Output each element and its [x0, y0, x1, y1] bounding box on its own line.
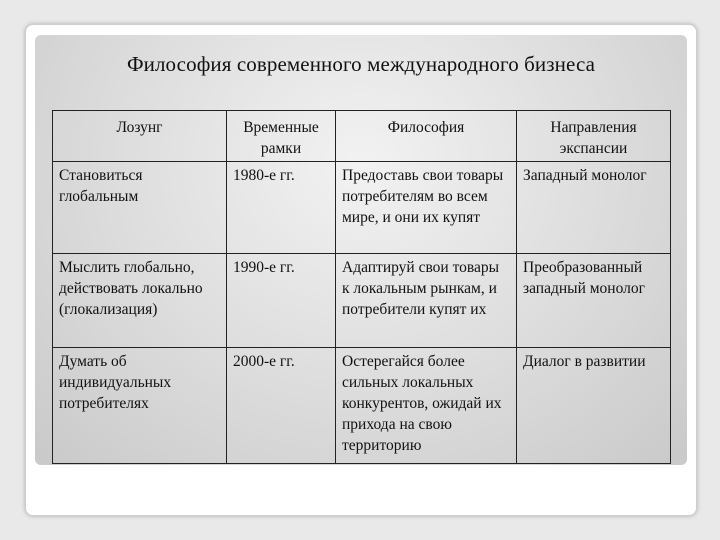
header-slogan: Лозунг	[53, 111, 227, 162]
cell-slogan: Становиться глобальным	[53, 162, 227, 254]
table-row	[53, 254, 671, 348]
table-row	[53, 348, 671, 464]
table-row	[53, 162, 671, 254]
cell-slogan: Думать об индивидуальных потребителях	[53, 348, 227, 464]
cell-direction: Западный монолог	[517, 162, 671, 254]
cell-philosophy: Остерегайся более сильных локальных конкурентов, ожидай их прихода на свою территорию	[336, 348, 517, 464]
cell-period: 2000-е гг.	[227, 348, 336, 464]
table-header-row	[53, 111, 671, 162]
header-period: Временные рамки	[227, 111, 336, 162]
philosophy-table	[52, 110, 671, 464]
slide-frame	[25, 24, 697, 516]
cell-period: 1990-е гг.	[227, 254, 336, 348]
cell-slogan: Мыслить глобально, действовать локально (глокализация)	[53, 254, 227, 348]
cell-direction: Преобразованный западный монолог	[517, 254, 671, 348]
cell-philosophy: Предоставь свои товары потребителям во всем мире, и они их купят	[336, 162, 517, 254]
slide-title: Философия современного международного бизнеса	[126, 52, 596, 76]
slide-panel	[35, 35, 687, 465]
cell-philosophy: Адаптируй свои товары к локальным рынкам, и потребители купят их	[336, 254, 517, 348]
cell-period: 1980-е гг.	[227, 162, 336, 254]
cell-direction: Диалог в развитии	[517, 348, 671, 464]
header-direction: Направления экспансии	[517, 111, 671, 162]
header-philosophy: Философия	[336, 111, 517, 162]
